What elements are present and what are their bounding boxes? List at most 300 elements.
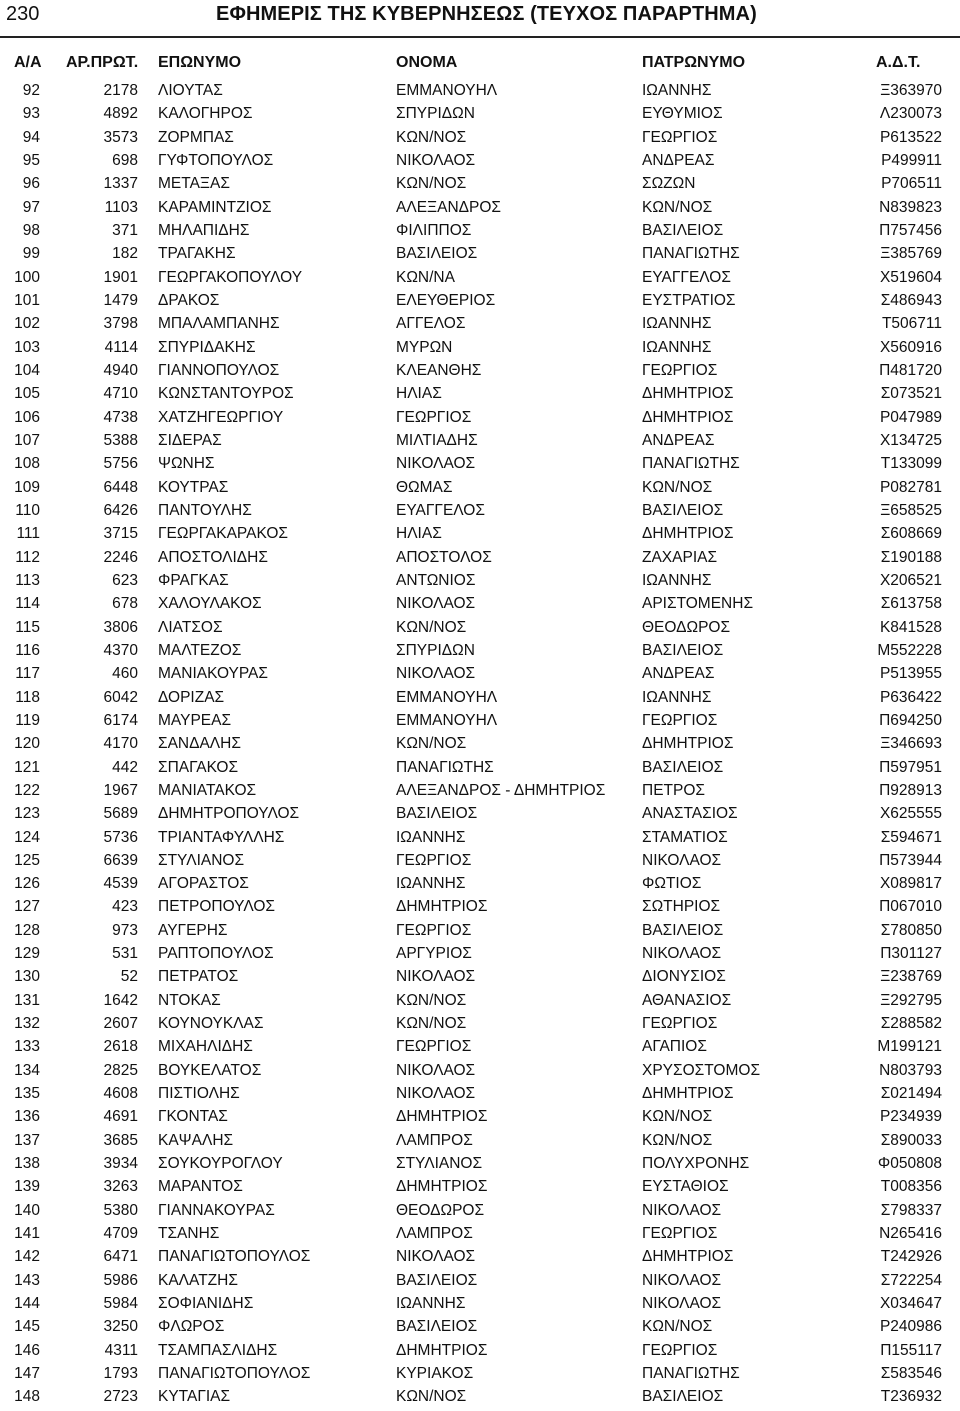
cell-adt: Ν839823 [879,198,942,216]
cell-adt: Σ288582 [880,1015,942,1033]
cell-onoma: ΓΕΩΡΓΙΟΣ [396,921,472,939]
cell-patronymo: ΕΥΘΥΜΙΟΣ [642,105,723,123]
cell-onoma: ΚΩΝ/ΝΟΣ [396,991,467,1009]
cell-aa: 110 [15,501,40,519]
cell-onoma: ΛΑΜΠΡΟΣ [396,1225,473,1243]
cell-eponymo: ΜΕΤΑΞΑΣ [158,175,230,193]
cell-aa: 94 [22,128,40,146]
cell-patronymo: ΣΩΤΗΡΙΟΣ [642,898,721,916]
cell-onoma: ΝΙΚΟΛΑΟΣ [396,151,476,169]
cell-aa: 133 [14,1038,40,1056]
cell-eponymo: ΛΙΟΥΤΑΣ [158,82,223,99]
cell-aa: 96 [22,175,40,193]
cell-adt: Σ486943 [880,291,942,309]
cell-aa: 107 [14,431,40,449]
cell-arprot: 973 [112,921,138,939]
table-row [0,476,960,499]
cell-arprot: 4539 [103,875,138,893]
table-row [0,452,960,475]
table-row [0,895,960,918]
table-row [0,406,960,429]
cell-onoma: ΒΑΣΙΛΕΙΟΣ [396,245,478,263]
cell-arprot: 4691 [103,1108,138,1126]
cell-onoma: ΙΩΑΝΝΗΣ [396,1295,466,1313]
cell-eponymo: ΜΙΧΑΗΛΙΔΗΣ [158,1038,253,1056]
cell-aa: 101 [14,291,40,309]
cell-eponymo: ΚΑΡΑΜΙΝΤΖΙΟΣ [158,198,272,216]
table-row [0,1035,960,1058]
cell-arprot: 531 [112,945,138,963]
cell-adt: Ρ513955 [879,665,942,683]
cell-eponymo: ΤΡΑΓΑΚΗΣ [158,245,236,263]
cell-arprot: 2723 [103,1388,138,1406]
cell-arprot: 6471 [103,1248,138,1266]
cell-patronymo: ΠΟΛΥΧΡΟΝΗΣ [642,1155,750,1173]
cell-eponymo: ΒΟΥΚΕΛΑΤΟΣ [158,1061,262,1079]
cell-patronymo: ΝΙΚΟΛΑΟΣ [642,1271,722,1289]
cell-aa: 146 [14,1341,40,1359]
cell-eponymo: ΓΕΩΡΓΑΚΟΠΟΥΛΟΥ [158,268,303,286]
cell-patronymo: ΠΑΝΑΓΙΩΤΗΣ [642,1365,740,1383]
cell-onoma: ΚΩΝ/ΝΟΣ [396,618,467,636]
cell-onoma: ΑΛΕΞΑΝΔΡΟΣ - ΔΗΜΗΤΡΙΟΣ [396,781,606,799]
cell-arprot: 3573 [103,128,138,146]
cell-patronymo: ΓΕΩΡΓΙΟΣ [642,128,718,146]
cell-patronymo: ΝΙΚΟΛΑΟΣ [642,945,722,963]
cell-arprot: 4311 [104,1341,138,1359]
cell-onoma: ΝΙΚΟΛΑΟΣ [396,595,476,613]
cell-arprot: 2825 [103,1061,138,1079]
cell-arprot: 1967 [103,781,138,799]
cell-adt: Ξ385769 [880,245,942,263]
cell-arprot: 5736 [103,828,138,846]
cell-onoma: ΜΥΡΩΝ [396,338,453,356]
cell-patronymo: ΒΑΣΙΛΕΙΟΣ [642,641,724,659]
cell-arprot: 2178 [103,82,138,99]
cell-arprot: 3806 [103,618,138,636]
cell-adt: Χ034647 [879,1295,942,1313]
cell-eponymo: ΚΑΛΑΤΖΗΣ [158,1271,238,1289]
cell-aa: 95 [22,151,40,169]
cell-eponymo: ΚΑΨΑΛΗΣ [158,1131,234,1149]
table-row [0,196,960,219]
cell-adt: Κ841528 [879,618,942,636]
cell-onoma: ΛΑΜΠΡΟΣ [396,1131,473,1149]
table-row [0,965,960,988]
cell-patronymo: ΒΑΣΙΛΕΙΟΣ [642,758,724,776]
cell-patronymo: ΔΙΟΝΥΣΙΟΣ [642,968,726,986]
cell-eponymo: ΦΡΑΓΚΑΣ [158,571,229,589]
cell-eponymo: ΓΕΩΡΓΑΚΑΡΑΚΟΣ [158,525,288,543]
cell-patronymo: ΣΩΖΩΝ [642,175,696,193]
cell-arprot: 52 [120,968,138,986]
cell-eponymo: ΧΑΛΟΥΛΑΚΟΣ [158,595,262,613]
cell-patronymo: ΒΑΣΙΛΕΙΟΣ [642,221,724,239]
table-row [0,1292,960,1315]
cell-arprot: 6426 [103,501,138,519]
cell-arprot: 5986 [103,1271,138,1289]
cell-adt: Π573944 [879,851,942,869]
table-row [0,919,960,942]
cell-adt: Χ560916 [879,338,942,356]
table-row [0,989,960,1012]
table-row [0,1245,960,1268]
table-row [0,149,960,172]
cell-adt: Τ242926 [880,1248,942,1266]
cell-onoma: ΕΜΜΑΝΟΥΗΛ [396,82,498,99]
cell-patronymo: ΚΩΝ/ΝΟΣ [642,1318,713,1336]
page-header [0,0,960,30]
table-row [0,1385,960,1408]
table-row [0,266,960,289]
cell-arprot: 1103 [104,198,138,216]
cell-aa: 113 [15,571,40,589]
cell-onoma: ΚΥΡΙΑΚΟΣ [396,1365,474,1383]
cell-adt: Σ613758 [880,595,942,613]
table-row [0,779,960,802]
cell-onoma: ΒΑΣΙΛΕΙΟΣ [396,805,478,823]
cell-arprot: 423 [112,898,138,916]
cell-adt: Σ780850 [880,921,942,939]
cell-arprot: 4710 [103,385,138,403]
column-header-onoma: ΟΝΟΜΑ [396,54,458,71]
cell-onoma: ΑΠΟΣΤΟΛΟΣ [396,548,492,566]
cell-patronymo: ΔΗΜΗΤΡΙΟΣ [642,1085,734,1103]
table-row [0,522,960,545]
cell-patronymo: ΚΩΝ/ΝΟΣ [642,1131,713,1149]
cell-eponymo: ΠΑΝΤΟΥΛΗΣ [158,501,252,519]
cell-aa: 117 [15,665,40,683]
cell-adt: Ρ082781 [879,478,942,496]
cell-patronymo: ΓΕΩΡΓΙΟΣ [642,1341,718,1359]
cell-aa: 135 [14,1085,40,1103]
cell-aa: 121 [14,758,40,776]
cell-adt: Ξ238769 [880,968,942,986]
cell-eponymo: ΜΑΛΤΕΖΟΣ [158,641,242,659]
cell-eponymo: ΑΓΟΡΑΣΤΟΣ [158,875,249,893]
cell-onoma: ΓΕΩΡΓΙΟΣ [396,408,472,426]
cell-eponymo: ΚΩΝΣΤΑΝΤΟΥΡΟΣ [158,385,294,403]
cell-eponymo: ΚΟΥΤΡΑΣ [158,478,229,496]
cell-adt: Σ073521 [880,385,942,403]
cell-arprot: 460 [112,665,138,683]
cell-adt: Χ134725 [879,431,942,449]
cell-eponymo: ΠΙΣΤΙΟΛΗΣ [158,1085,240,1103]
cell-eponymo: ΣΠΑΓΑΚΟΣ [158,758,239,776]
cell-onoma: ΙΩΑΝΝΗΣ [396,875,466,893]
cell-aa: 140 [14,1201,40,1219]
cell-onoma: ΝΙΚΟΛΑΟΣ [396,968,476,986]
cell-eponymo: ΤΡΙΑΝΤΑΦΥΛΛΗΣ [158,828,285,846]
cell-onoma: ΜΙΛΤΙΑΔΗΣ [396,431,478,449]
cell-adt: Π301127 [880,945,942,963]
cell-onoma: ΣΤΥΛΙΑΝΟΣ [396,1155,483,1173]
cell-arprot: 3685 [103,1131,138,1149]
cell-arprot: 5689 [103,805,138,823]
cell-adt: Σ190188 [880,548,942,566]
cell-eponymo: ΚΟΥΝΟΥΚΛΑΣ [158,1015,264,1033]
cell-patronymo: ΑΓΑΠΙΟΣ [642,1038,707,1056]
cell-onoma: ΚΩΝ/ΝΟΣ [396,1015,467,1033]
column-header-aa: Α/Α [14,54,42,71]
table-row [0,546,960,569]
cell-aa: 116 [15,641,40,659]
cell-adt: Ξ658525 [880,501,942,519]
cell-aa: 125 [14,851,40,869]
cell-adt: Σ798337 [880,1201,942,1219]
cell-patronymo: ΖΑΧΑΡΙΑΣ [642,548,718,566]
cell-adt: Π481720 [879,361,942,379]
cell-eponymo: ΧΑΤΖΗΓΕΩΡΓΙΟΥ [158,408,284,426]
cell-arprot: 3798 [103,315,138,333]
table-row [0,732,960,755]
cell-arprot: 3250 [103,1318,138,1336]
cell-onoma: ΗΛΙΑΣ [396,385,442,403]
cell-onoma: ΒΑΣΙΛΕΙΟΣ [396,1318,478,1336]
table-row [0,1362,960,1385]
cell-arprot: 4709 [103,1225,138,1243]
cell-eponymo: ΑΥΓΕΡΗΣ [158,921,228,939]
cell-arprot: 4608 [103,1085,138,1103]
cell-aa: 103 [14,338,40,356]
cell-aa: 143 [14,1271,40,1289]
table-row [0,616,960,639]
cell-aa: 128 [14,921,40,939]
cell-patronymo: ΘΕΟΔΩΡΟΣ [642,618,731,636]
cell-eponymo: ΠΑΝΑΓΙΩΤΟΠΟΥΛΟΣ [158,1365,311,1383]
cell-onoma: ΚΩΝ/ΝΟΣ [396,1388,467,1406]
cell-eponymo: ΚΑΛΟΓΗΡΟΣ [158,105,253,123]
cell-patronymo: ΝΙΚΟΛΑΟΣ [642,851,722,869]
cell-arprot: 3934 [103,1155,138,1173]
cell-onoma: ΚΛΕΑΝΘΗΣ [396,361,482,379]
cell-aa: 112 [15,548,40,566]
cell-patronymo: ΓΕΩΡΓΙΟΣ [642,1015,718,1033]
cell-adt: Π757456 [879,221,942,239]
table-row [0,499,960,522]
table-row [0,1105,960,1128]
cell-aa: 97 [22,198,40,216]
cell-adt: Ν265416 [879,1225,942,1243]
cell-eponymo: ΔΡΑΚΟΣ [158,291,220,309]
cell-patronymo: ΠΕΤΡΟΣ [642,781,705,799]
cell-onoma: ΓΕΩΡΓΙΟΣ [396,1038,472,1056]
cell-onoma: ΘΩΜΑΣ [396,478,453,496]
table-row [0,1152,960,1175]
cell-arprot: 6042 [103,688,138,706]
cell-aa: 126 [14,875,40,893]
cell-eponymo: ΨΩΝΗΣ [158,455,215,473]
cell-arprot: 4940 [103,361,138,379]
cell-arprot: 5756 [103,455,138,473]
cell-onoma: ΑΡΓΥΡΙΟΣ [396,945,472,963]
cell-aa: 102 [14,315,40,333]
cell-eponymo: ΚΥΤΑΓΙΑΣ [158,1388,231,1406]
table-row [0,569,960,592]
cell-arprot: 6639 [103,851,138,869]
table-row [0,1059,960,1082]
cell-arprot: 2618 [103,1038,138,1056]
cell-arprot: 6174 [103,711,138,729]
cell-arprot: 1901 [103,268,138,286]
table-row [0,102,960,125]
cell-aa: 131 [14,991,40,1009]
table-row [0,709,960,732]
table-row [0,592,960,615]
cell-onoma: ΚΩΝ/ΝΟΣ [396,175,467,193]
table-row [0,219,960,242]
cell-patronymo: ΙΩΑΝΝΗΣ [642,82,712,99]
cell-eponymo: ΤΣΑΜΠΑΣΛΙΔΗΣ [158,1341,278,1359]
cell-aa: 145 [14,1318,40,1336]
cell-patronymo: ΓΕΩΡΓΙΟΣ [642,361,718,379]
cell-adt: Σ021494 [880,1085,942,1103]
cell-adt: Σ583546 [880,1365,942,1383]
cell-eponymo: ΣΟΥΚΟΥΡΟΓΛΟΥ [158,1155,283,1173]
cell-eponymo: ΠΕΤΡΟΠΟΥΛΟΣ [158,898,275,916]
cell-arprot: 5388 [103,431,138,449]
cell-onoma: ΠΑΝΑΓΙΩΤΗΣ [396,758,494,776]
cell-arprot: 623 [112,571,138,589]
cell-adt: Χ089817 [879,875,942,893]
cell-patronymo: ΠΑΝΑΓΙΩΤΗΣ [642,245,740,263]
cell-patronymo: ΧΡΥΣΟΣΤΟΜΟΣ [642,1061,761,1079]
cell-aa: 108 [14,455,40,473]
cell-patronymo: ΔΗΜΗΤΡΙΟΣ [642,408,734,426]
cell-eponymo: ΜΑΡΑΝΤΟΣ [158,1178,243,1196]
table-row [0,662,960,685]
cell-onoma: ΕΛΕΥΘΕΡΙΟΣ [396,291,496,309]
cell-aa: 105 [14,385,40,403]
cell-eponymo: ΣΠΥΡΙΔΑΚΗΣ [158,338,256,356]
cell-adt: Π597951 [879,758,942,776]
table-row [0,1175,960,1198]
cell-aa: 98 [22,221,40,239]
cell-arprot: 698 [112,151,138,169]
cell-patronymo: ΒΑΣΙΛΕΙΟΣ [642,921,724,939]
cell-patronymo: ΑΝΑΣΤΑΣΙΟΣ [642,805,738,823]
cell-arprot: 6448 [103,478,138,496]
header-divider [0,36,960,38]
cell-aa: 138 [14,1155,40,1173]
table-body [0,79,960,1409]
cell-eponymo: ΜΑΝΙΑΚΟΥΡΑΣ [158,665,268,683]
cell-patronymo: ΠΑΝΑΓΙΩΤΗΣ [642,455,740,473]
cell-arprot: 1479 [103,291,138,309]
cell-eponymo: ΣΑΝΔΑΛΗΣ [158,735,241,753]
cell-arprot: 3263 [103,1178,138,1196]
cell-onoma: ΔΗΜΗΤΡΙΟΣ [396,1108,488,1126]
cell-adt: Χ519604 [879,268,942,286]
cell-onoma: ΑΛΕΞΑΝΔΡΟΣ [396,198,501,216]
table-row [0,336,960,359]
cell-patronymo: ΕΥΣΤΑΘΙΟΣ [642,1178,729,1196]
page-title: ΕΦΗΜΕΡΙΣ ΤΗΣ ΚΥΒΕΡΝΗΣΕΩΣ (ΤΕΥΧΟΣ ΠΑΡΑΡΤΗΜΑ) [216,3,757,25]
cell-patronymo: ΚΩΝ/ΝΟΣ [642,198,713,216]
cell-aa: 99 [22,245,40,263]
cell-patronymo: ΦΩΤΙΟΣ [642,875,702,893]
cell-patronymo: ΒΑΣΙΛΕΙΟΣ [642,501,724,519]
cell-eponymo: ΡΑΠΤΟΠΟΥΛΟΣ [158,945,274,963]
cell-adt: Σ890033 [880,1131,942,1149]
cell-adt: Τ236932 [880,1388,942,1406]
table-row [0,802,960,825]
table-row [0,1339,960,1362]
cell-patronymo: ΔΗΜΗΤΡΙΟΣ [642,385,734,403]
cell-adt: Ρ047989 [879,408,942,426]
cell-patronymo: ΙΩΑΝΝΗΣ [642,571,712,589]
cell-arprot: 182 [112,245,138,263]
cell-aa: 136 [14,1108,40,1126]
table-row [0,1315,960,1338]
cell-onoma: ΝΙΚΟΛΑΟΣ [396,1248,476,1266]
cell-arprot: 2607 [103,1015,138,1033]
cell-aa: 109 [14,478,40,496]
cell-arprot: 4170 [103,735,138,753]
cell-aa: 129 [14,945,40,963]
cell-patronymo: ΕΥΣΤΡΑΤΙΟΣ [642,291,736,309]
cell-patronymo: ΕΥΑΓΓΕΛΟΣ [642,268,731,286]
cell-aa: 93 [22,105,40,123]
cell-eponymo: ΖΟΡΜΠΑΣ [158,128,234,146]
cell-arprot: 4738 [103,408,138,426]
cell-eponymo: ΜΠΑΛΑΜΠΑΝΗΣ [158,315,280,333]
cell-onoma: ΚΩΝ/ΝΑ [396,268,455,286]
cell-eponymo: ΓΙΑΝΝΑΚΟΥΡΑΣ [158,1201,275,1219]
cell-aa: 119 [15,711,40,729]
cell-patronymo: ΝΙΚΟΛΑΟΣ [642,1295,722,1313]
cell-onoma: ΝΙΚΟΛΑΟΣ [396,665,476,683]
cell-aa: 141 [14,1225,40,1243]
cell-patronymo: ΔΗΜΗΤΡΙΟΣ [642,1248,734,1266]
cell-arprot: 4370 [103,641,138,659]
cell-eponymo: ΣΟΦΙΑΝΙΔΗΣ [158,1295,254,1313]
cell-patronymo: ΚΩΝ/ΝΟΣ [642,478,713,496]
table-row [0,429,960,452]
cell-aa: 114 [15,595,40,613]
cell-adt: Ρ706511 [881,175,942,193]
cell-eponymo: ΦΛΩΡΟΣ [158,1318,225,1336]
column-header-arprot: ΑΡ.ΠΡΩΤ. [66,54,139,71]
table-row [0,1012,960,1035]
cell-patronymo: ΔΗΜΗΤΡΙΟΣ [642,525,734,543]
cell-aa: 120 [14,735,40,753]
cell-arprot: 1337 [103,175,138,193]
cell-adt: Ρ499911 [881,151,942,169]
cell-arprot: 678 [112,595,138,613]
cell-aa: 142 [14,1248,40,1266]
cell-adt: Τ506711 [881,315,942,333]
cell-patronymo: ΚΩΝ/ΝΟΣ [642,1108,713,1126]
cell-adt: Χ625555 [879,805,942,823]
cell-aa: 104 [14,361,40,379]
cell-patronymo: ΙΩΑΝΝΗΣ [642,688,712,706]
page-number: 230 [6,3,40,25]
cell-onoma: ΔΗΜΗΤΡΙΟΣ [396,1341,488,1359]
cell-aa: 111 [16,525,40,543]
table-header [0,53,960,73]
cell-eponymo: ΣΤΥΛΙΑΝΟΣ [158,851,245,869]
cell-eponymo: ΠΕΤΡΑΤΟΣ [158,968,239,986]
cell-arprot: 4114 [104,338,138,356]
cell-onoma: ΝΙΚΟΛΑΟΣ [396,1085,476,1103]
cell-adt: Π928913 [879,781,942,799]
cell-eponymo: ΓΥΦΤΟΠΟΥΛΟΣ [158,151,274,169]
cell-adt: Σ722254 [880,1271,942,1289]
cell-aa: 118 [15,688,40,706]
cell-adt: Π694250 [879,711,942,729]
cell-eponymo: ΠΑΝΑΓΙΩΤΟΠΟΥΛΟΣ [158,1248,311,1266]
